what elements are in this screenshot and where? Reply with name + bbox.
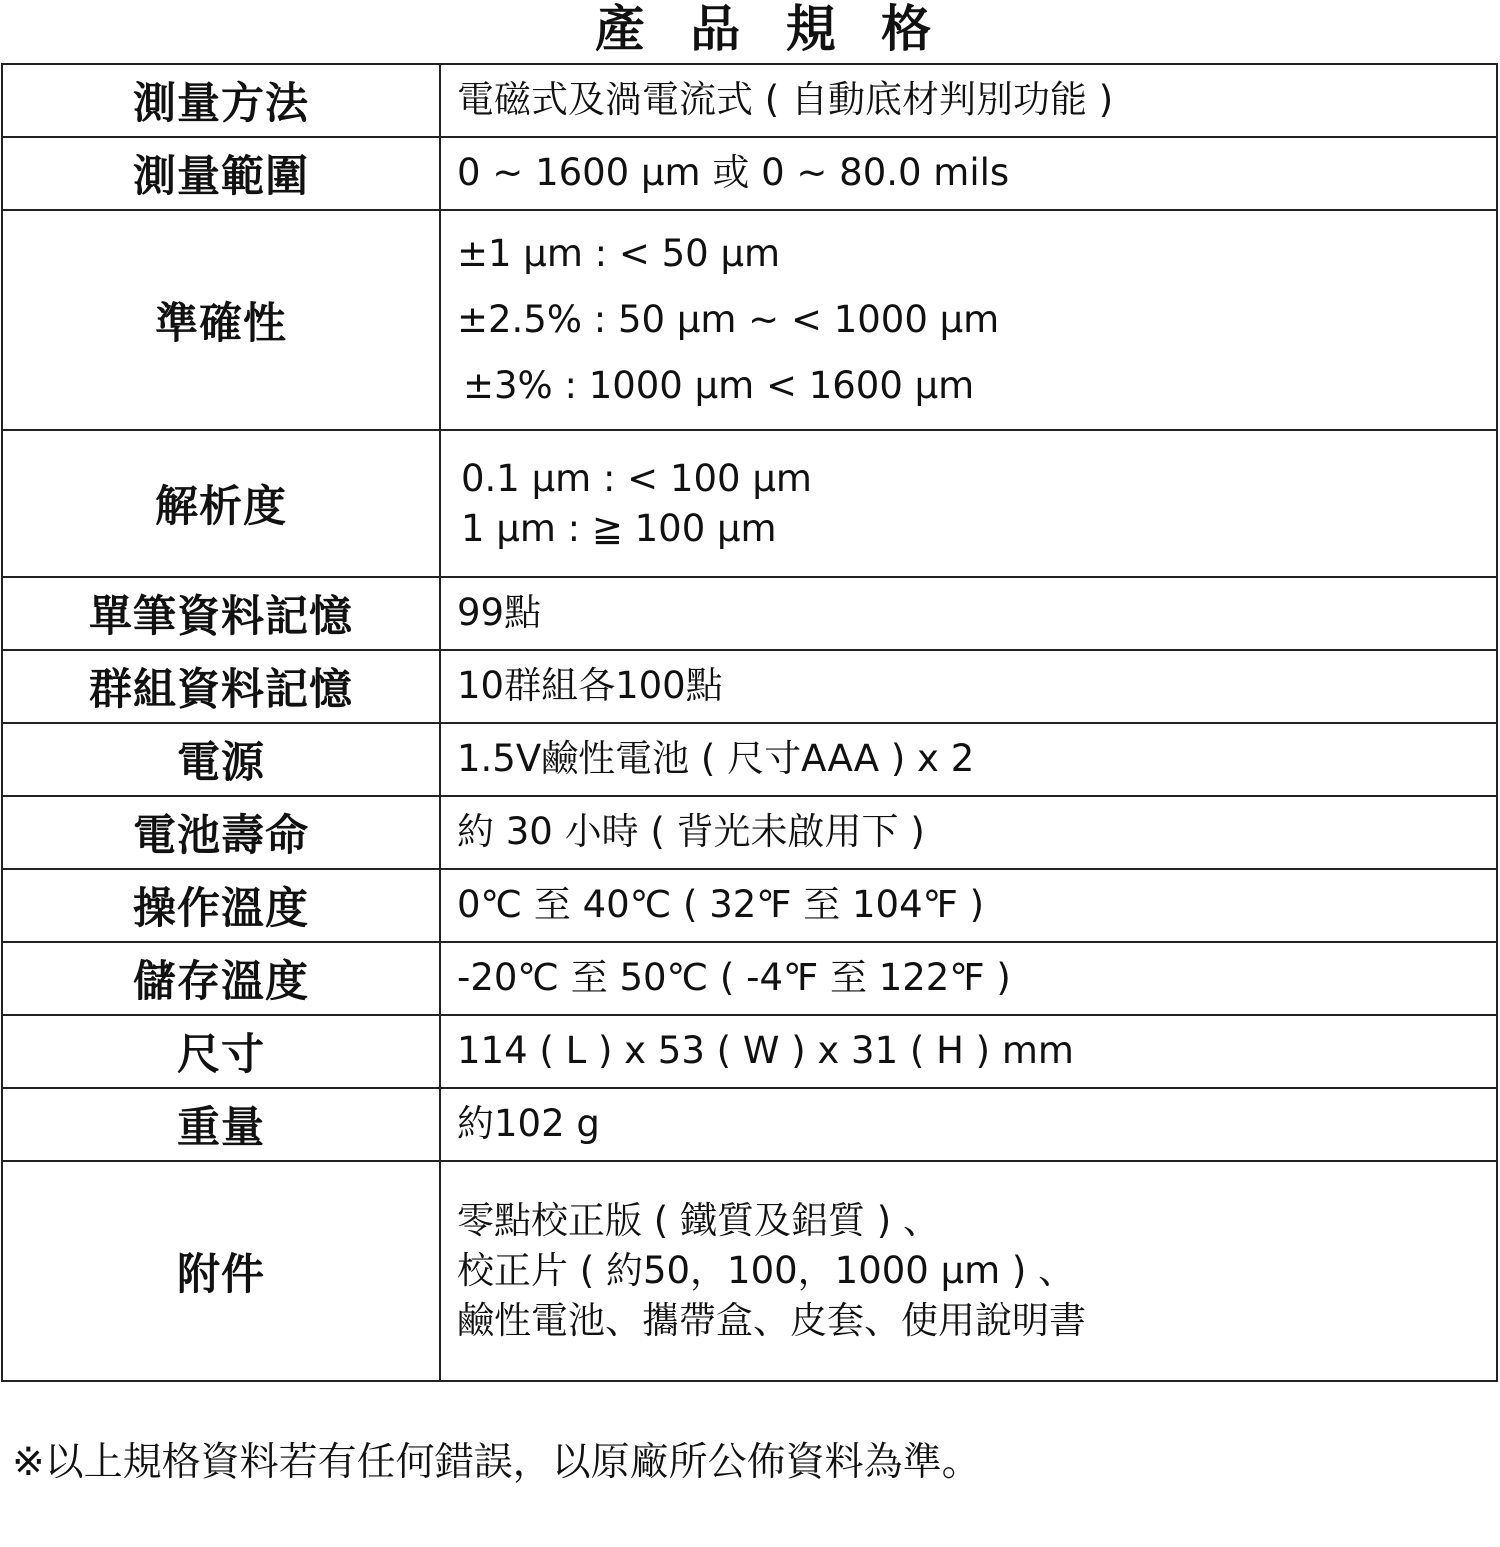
row-label: 電源 [2,723,440,796]
value-line: 0 ~ 1600 μm 或 0 ~ 80.0 mils [457,151,1010,195]
value-line: 114 ( L ) x 53 ( W ) x 31 ( H ) mm [457,1029,1074,1073]
row-value [440,1161,1497,1381]
table-row [2,869,1497,942]
table-row [2,430,1497,577]
value-line: 0℃ 至 40℃ ( 32℉ 至 104℉ ) [457,883,985,927]
table-row [2,1161,1497,1381]
row-label: 單筆資料記憶 [2,577,440,650]
row-label: 重量 [2,1088,440,1161]
row-label: 群組資料記憶 [2,650,440,723]
row-label: 操作溫度 [2,869,440,942]
value-line: -20℃ 至 50℃ ( -4℉ 至 122℉ ) [457,956,1011,1000]
row-value [440,723,1497,796]
table-row [2,650,1497,723]
value-line: ±2.5% : 50 μm ~ < 1000 μm [457,298,1000,341]
row-value [440,137,1497,210]
row-value [440,1088,1497,1161]
footnote: ※以上規格資料若有任何錯誤，以原廠所公佈資料為準。 [12,1440,981,1485]
value-line: 零點校正版 ( 鐵質及鋁質 ) 、 [457,1199,940,1242]
row-value [440,869,1497,942]
table-row [2,942,1497,1015]
value-line: 1.5V鹼性電池 ( 尺寸AAA ) x 2 [457,737,975,781]
table-row [2,137,1497,210]
spec-table [1,63,1498,1382]
row-value [440,430,1497,577]
value-line: 99點 [457,591,542,635]
row-value [440,796,1497,869]
table-row [2,1088,1497,1161]
table-row [2,1015,1497,1088]
table-row [2,723,1497,796]
row-label: 附件 [2,1161,440,1381]
value-line: 約 30 小時 ( 背光未啟用下 ) [457,810,925,854]
page-title: 產 品 規 格 [594,0,946,58]
row-value [440,210,1497,430]
row-value [440,64,1497,137]
value-line: 校正片 ( 約50，100，1000 μm ) 、 [457,1249,1076,1292]
value-line: 電磁式及渦電流式 ( 自動底材判別功能 ) [457,78,1114,122]
row-value [440,942,1497,1015]
row-label: 準確性 [2,210,440,430]
row-label: 尺寸 [2,1015,440,1088]
row-value [440,650,1497,723]
value-line: ±3% : 1000 μm < 1600 μm [463,364,975,407]
value-line: 約102 g [457,1102,600,1146]
table-row [2,64,1497,137]
value-line: 0.1 μm : < 100 μm [461,456,812,500]
value-line: 鹼性電池、攜帶盒、皮套、使用說明書 [457,1299,1086,1342]
value-line: 10群組各100點 [457,664,723,708]
row-label: 解析度 [2,430,440,577]
table-row [2,210,1497,430]
row-value [440,1015,1497,1088]
value-line: ±1 μm : < 50 μm [457,232,781,275]
row-label: 儲存溫度 [2,942,440,1015]
row-label: 測量範圍 [2,137,440,210]
value-line: 1 μm : ≧ 100 μm [461,506,777,550]
row-label: 測量方法 [2,64,440,137]
row-label: 電池壽命 [2,796,440,869]
table-row [2,577,1497,650]
table-row [2,796,1497,869]
row-value [440,577,1497,650]
